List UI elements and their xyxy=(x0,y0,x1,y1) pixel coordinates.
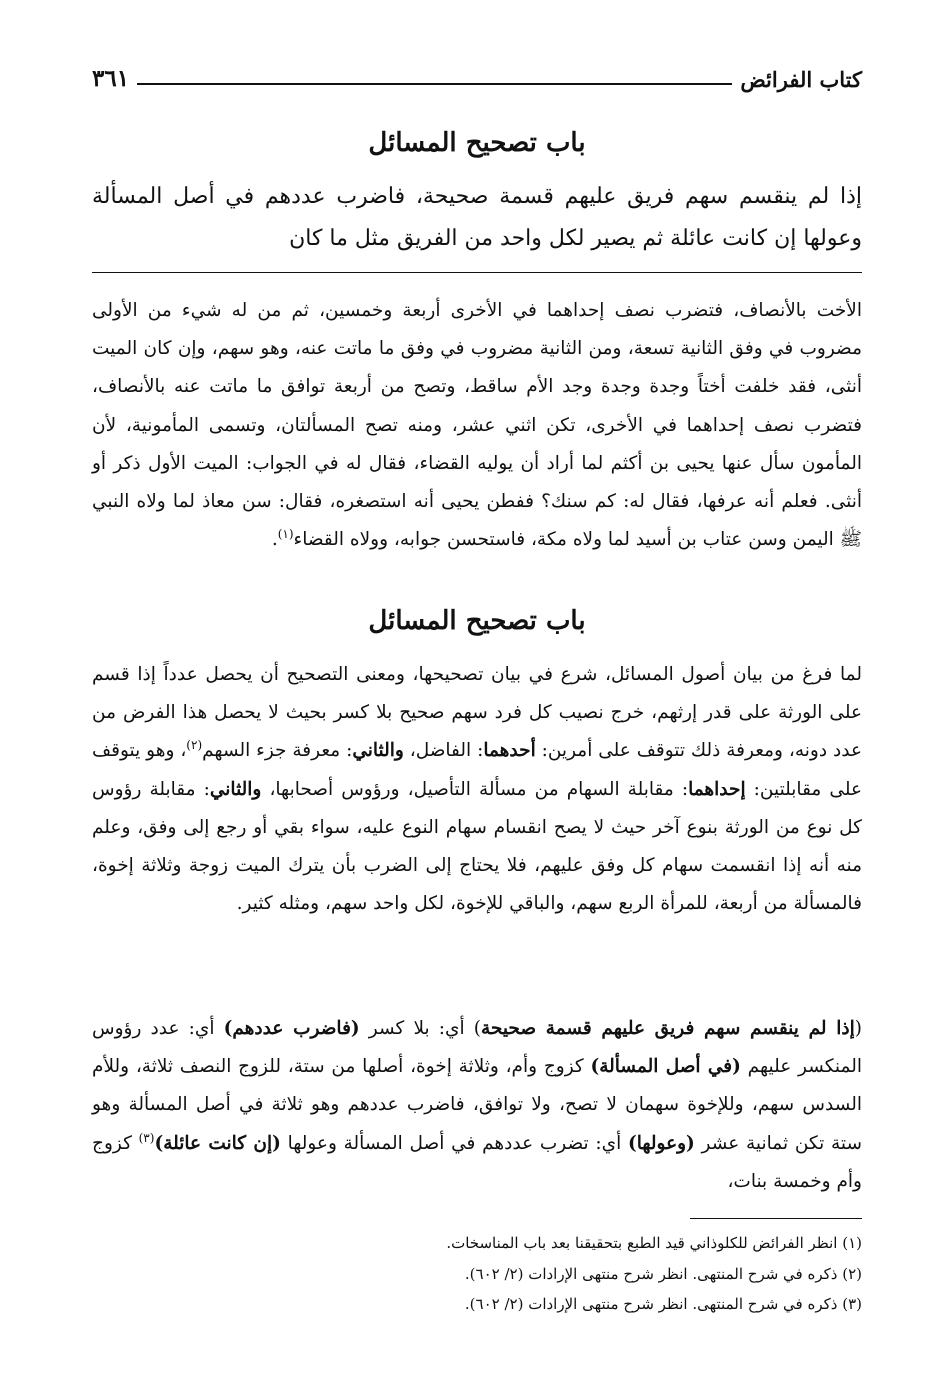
comment-2: أي: عدد رؤوس المنكسر عليهم xyxy=(92,1018,862,1078)
page-header xyxy=(92,62,862,94)
sharh-continuation: الأخت بالأنصاف، فتضرب نصف إحداهما في الأخرى أربعة وخمسين، ثم من له شيء من الأولى مضروب في وفق الثانية تسعة، ومن الثانية مضروب في وفق ما ماتت عنه، وهو سهم، وإن كان الميت أنثى، فقد خلفت أختاً وجدة وجدة وجد الأم ساقط، وتصح من أربعة توافق ما ماتت عنه بالأنصاف، فتضرب نصف إحداهما في الأخرى، تكن اثني عشر، ومنه تصح المسألتان، وتسمى المأمونية، لأن المأمون سأل عنها يحيى بن أكثم لما أراد أن يوليه القضاء، فقال له في الجواب: الميت الأول ذكر أو أنثى. فعلم أنه عرفها، فقال له: كم سنك؟ ففطن يحيى أنه استصغره، فقال: سن معاذ لما ولاه النبي ﷺ اليمن وسن عتاب بن أسيد لما ولاه مكة، فاستحسن جوابه، وولاه القضاء$^{(١)}$. xyxy=(92,300,862,551)
sharh-continuation-text: الأخت بالأنصاف، فتضرب نصف إحداهما في الأخرى أربعة وخمسين، ثم من له شيء من الأولى مضروب في وفق الثانية تسعة، ومن الثانية مضروب في وفق ما ماتت عنه، وهو سهم، وإن كان الميت أنثى، فقد خلفت أختاً وجدة وجدة وجد الأم ساقط، وتصح من أربعة توافق ما ماتت عنه بالأنصاف، فتضرب نصف إحداهما في الأخرى، تكن اثني عشر، ومنه تصح المسألتان، وتسمى المأمونية، لأن المأمون سأل عنها يحيى بن أكثم لما أراد أن يوليه القضاء، فقال له في الجواب: الميت الأول ذكر أو أنثى. فعلم أنه عرفها، فقال له: كم سنك؟ ففطن يحيى أنه استصغره، فقال: سن معاذ لما ولاه النبي ﷺ اليمن وسن عتاب بن أسيد لما ولاه مكة، فاستحسن جوابه، وولاه القضاء xyxy=(92,300,862,551)
footnote-divider xyxy=(690,1218,862,1219)
footnotes xyxy=(92,1228,862,1320)
quote-close: ) xyxy=(473,1018,481,1039)
first-text: : الفاضل، xyxy=(409,740,484,762)
comment-1: أي: بلا كسر xyxy=(359,1018,474,1039)
quote-matn-1: إذا لم ينقسم سهم فريق عليهم قسمة صحيحة xyxy=(480,1018,855,1039)
matn-heading: باب تصحيح المسائل xyxy=(368,128,586,158)
quote-matn-3: (في أصل المسألة) xyxy=(590,1056,741,1078)
second-cont: ، وهو يتوقف على مقابلتين: xyxy=(92,740,862,800)
sharh-commentary xyxy=(92,1010,862,1201)
page-number: ٣٦١ xyxy=(92,65,130,92)
label-second: والثاني xyxy=(352,740,404,762)
comment-5: كزوج وأم وخمسة بنات، xyxy=(92,1132,862,1192)
matn-sharh-divider xyxy=(92,272,862,273)
sharh-heading: باب تصحيح المسائل xyxy=(368,606,586,636)
comment-3: كزوج وأم، وثلاثة إخوة، أصلها من ستة، للزوج النصف ثلاثة، وللأم السدس سهم، وللإخوة سهمان لا تصح، ولا توافق، فاضرب عددهم وهو ثلاثة في أصل المسألة وهو ستة تكن ثمانية عشر xyxy=(92,1056,862,1154)
sharh-body xyxy=(92,656,862,923)
quote-matn-2: (فاضرب عددهم) xyxy=(223,1018,360,1039)
header-rule xyxy=(137,83,732,85)
footnote-ref-1: (١) xyxy=(277,527,294,542)
comment-4: أي: تضرب عددهم في أصل المسألة وعولها xyxy=(280,1132,628,1154)
footnote-1: (١) انظر الفرائض للكلوذاني قيد الطبع بتحقيقنا بعد باب المناسخات. xyxy=(446,1234,862,1252)
second-text: : معرفة جزء السهم xyxy=(202,740,353,762)
running-title: كتاب الفرائض xyxy=(740,67,862,92)
quote-matn-4: (وعولها) xyxy=(627,1132,695,1154)
matn-text: إذا لم ينقسم سهم فريق عليهم قسمة صحيحة، فاضرب عددهم في أصل المسألة وعولها إن كانت عائلة ثم يصير لكل واحد من الفريق مثل ما كان xyxy=(92,184,862,251)
label-one: إحداهما xyxy=(688,778,746,800)
label-first: أحدهما xyxy=(483,740,536,762)
footnote-ref-3: (٣) xyxy=(138,1130,155,1145)
footnote-ref-2: (٢) xyxy=(186,738,203,753)
quote-matn-5: (إن كانت عائلة) xyxy=(154,1132,281,1154)
one-text: : مقابلة السهام من مسألة التأصيل، ورؤوس أصحابها، xyxy=(269,778,689,800)
quote-open: ( xyxy=(854,1018,862,1039)
footnote-3: (٣) ذكره في شرح المنتهى. انظر شرح منتهى الإرادات (٢/ ٦٠٢). xyxy=(464,1295,862,1313)
sharh-intro: لما فرغ من بيان أصول المسائل، شرع في بيان تصحيحها، ومعنى التصحيح أن يحصل عدداً إذا قسم على الورثة على قدر إرثهم، خرج نصيب كل فرد سهم صحيح بلا كسر بحيث لا يحصل هذا الفرض من عدد دونه، ومعرفة ذلك تتوقف على أمرين: xyxy=(92,664,862,762)
two-text: : مقابلة رؤوس كل نوع من الورثة بنوع آخر حيث لا يصح انقسام سهام النوع عليه، سواء بقي أو رجع إلى وفق، وعلم منه أنه إذا انقسمت سهام كل وفق عليهم، فلا يحتاج إلى الضرب بأن يترك الميت زوجة وثلاثة إخوة، فالمسألة من أربعة، للمرأة الربع سهم، والباقي للإخوة، لكل واحد سهم، ومثله كثير. xyxy=(92,778,862,915)
footnote-2: (٢) ذكره في شرح المنتهى. انظر شرح منتهى الإرادات (٢/ ٦٠٢). xyxy=(464,1264,862,1283)
label-two: والثاني xyxy=(209,778,262,800)
